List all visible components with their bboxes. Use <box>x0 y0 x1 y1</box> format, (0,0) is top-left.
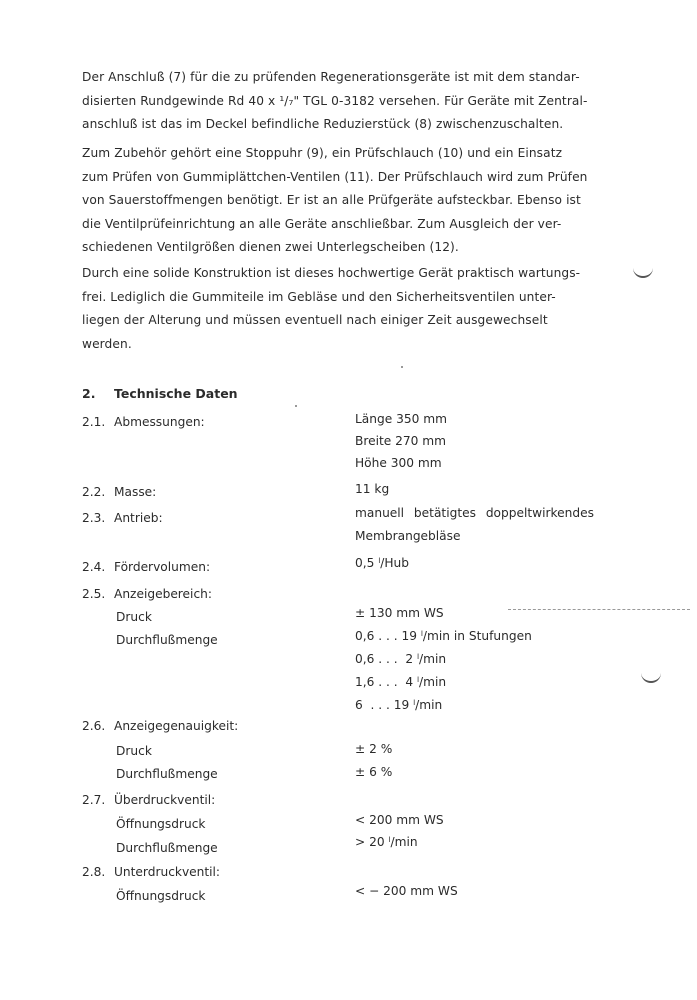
spec-value-drive: manuell betätigtes doppeltwirkendes <box>355 506 594 520</box>
spec-label-dimensions: 2.1. Abmessungen: <box>82 415 205 429</box>
text-line: zum Prüfen von Gummiplättchen-Ventilen (11). Der Prüfschlauch wird zum Prüfen <box>82 169 588 184</box>
spec-label-mass: 2.2. Masse: <box>82 485 157 499</box>
text-line: die Ventilprüfeinrichtung an alle Geräte anschließbar. Zum Ausgleich der ver- <box>82 216 562 231</box>
spec-value-pressure-range: ± 130 mm WS <box>355 606 444 620</box>
spec-sublabel-opening-pressure: Öffnungsdruck <box>116 889 206 903</box>
spec-sublabel-flow: Durchflußmenge <box>116 633 218 647</box>
spec-value-flow-step-2: 1,6 . . . 4 ˡ/min <box>355 675 447 689</box>
text-line: disierten Rundgewinde Rd 40 x ¹/₇" TGL 0-3182 versehen. Für Geräte mit Zentral- <box>82 93 588 108</box>
spec-sublabel-flow: Durchflußmenge <box>116 767 218 781</box>
spec-value-flow-step-3: 6 . . . 19 ˡ/min <box>355 698 443 712</box>
spec-sublabel-opening-pressure: Öffnungsdruck <box>116 817 206 831</box>
spec-value-pressure-accuracy: ± 2 % <box>355 742 393 756</box>
section-heading <box>82 384 238 404</box>
text-line: liegen der Alterung und müssen eventuell nach einiger Zeit ausgewechselt <box>82 313 548 327</box>
spec-value-opening-pressure: < 200 mm WS <box>355 813 444 827</box>
paragraph-maintenance <box>82 262 622 356</box>
scan-speck <box>295 405 297 407</box>
spec-label-display-range: 2.5. Anzeigebereich: <box>82 587 212 601</box>
spec-value-mass: 11 kg <box>355 482 390 496</box>
spec-value-underpressure-opening: < − 200 mm WS <box>355 884 458 898</box>
spec-value-flow-accuracy: ± 6 % <box>355 765 393 779</box>
text-line: schiedenen Ventilgrößen dienen zwei Unterlegscheiben (12). <box>82 240 459 254</box>
spec-value-drive-2: Membrangebläse <box>355 529 461 543</box>
spec-label-underpressure-valve: 2.8. Unterdruckventil: <box>82 865 221 879</box>
text-line: Der Anschluß (7) für die zu prüfenden Regenerationsgeräte ist mit dem standar- <box>82 70 580 84</box>
spec-value-flow-step-1: 0,6 . . . 2 ˡ/min <box>355 652 447 666</box>
dashed-line <box>508 609 690 611</box>
spec-value-width: Breite 270 mm <box>355 434 447 448</box>
spec-label-drive: 2.3. Antrieb: <box>82 511 163 525</box>
text-line: anschluß ist das im Deckel befindliche Reduzierstück (8) zwischenzuschalten. <box>82 117 564 131</box>
spec-label-overpressure-valve: 2.7. Überdruckventil: <box>82 793 216 807</box>
text-line: Zum Zubehör gehört eine Stoppuhr (9), ein Prüfschlauch (10) und ein Einsatz <box>82 146 563 160</box>
spec-value-volume: 0,5 ˡ/Hub <box>355 556 410 570</box>
paragraph-connection <box>82 66 622 137</box>
text-line: frei. Lediglich die Gummiteile im Gebläse und den Sicherheitsventilen unter- <box>82 289 556 304</box>
text-line: werden. <box>82 336 132 351</box>
spec-value-flow-range: 0,6 . . . 19 ˡ/min in Stufungen <box>355 629 532 643</box>
text-line: von Sauerstoffmengen benötigt. Er ist an alle Prüfgeräte aufsteckbar. Ebenso ist <box>82 193 581 207</box>
margin-check-mark <box>633 268 653 278</box>
margin-check-mark <box>641 673 661 683</box>
spec-value-overpressure-flow: > 20 ˡ/min <box>355 835 418 849</box>
paragraph-accessories <box>82 142 622 260</box>
spec-value-height: Höhe 300 mm <box>355 456 442 470</box>
spec-label-accuracy: 2.6. Anzeigegenauigkeit: <box>82 719 239 733</box>
spec-sublabel-flow: Durchflußmenge <box>116 841 218 855</box>
spec-sublabel-pressure: Druck <box>116 610 152 624</box>
spec-value-length: Länge 350 mm <box>355 412 447 426</box>
section-number: 2. <box>82 386 96 401</box>
spec-sublabel-pressure: Druck <box>116 744 152 758</box>
scan-speck <box>401 366 403 368</box>
text-line: Durch eine solide Konstruktion ist dieses hochwertige Gerät praktisch wartungs- <box>82 266 581 280</box>
section-title: Technische Daten <box>114 386 238 401</box>
spec-label-volume: 2.4. Fördervolumen: <box>82 560 211 574</box>
